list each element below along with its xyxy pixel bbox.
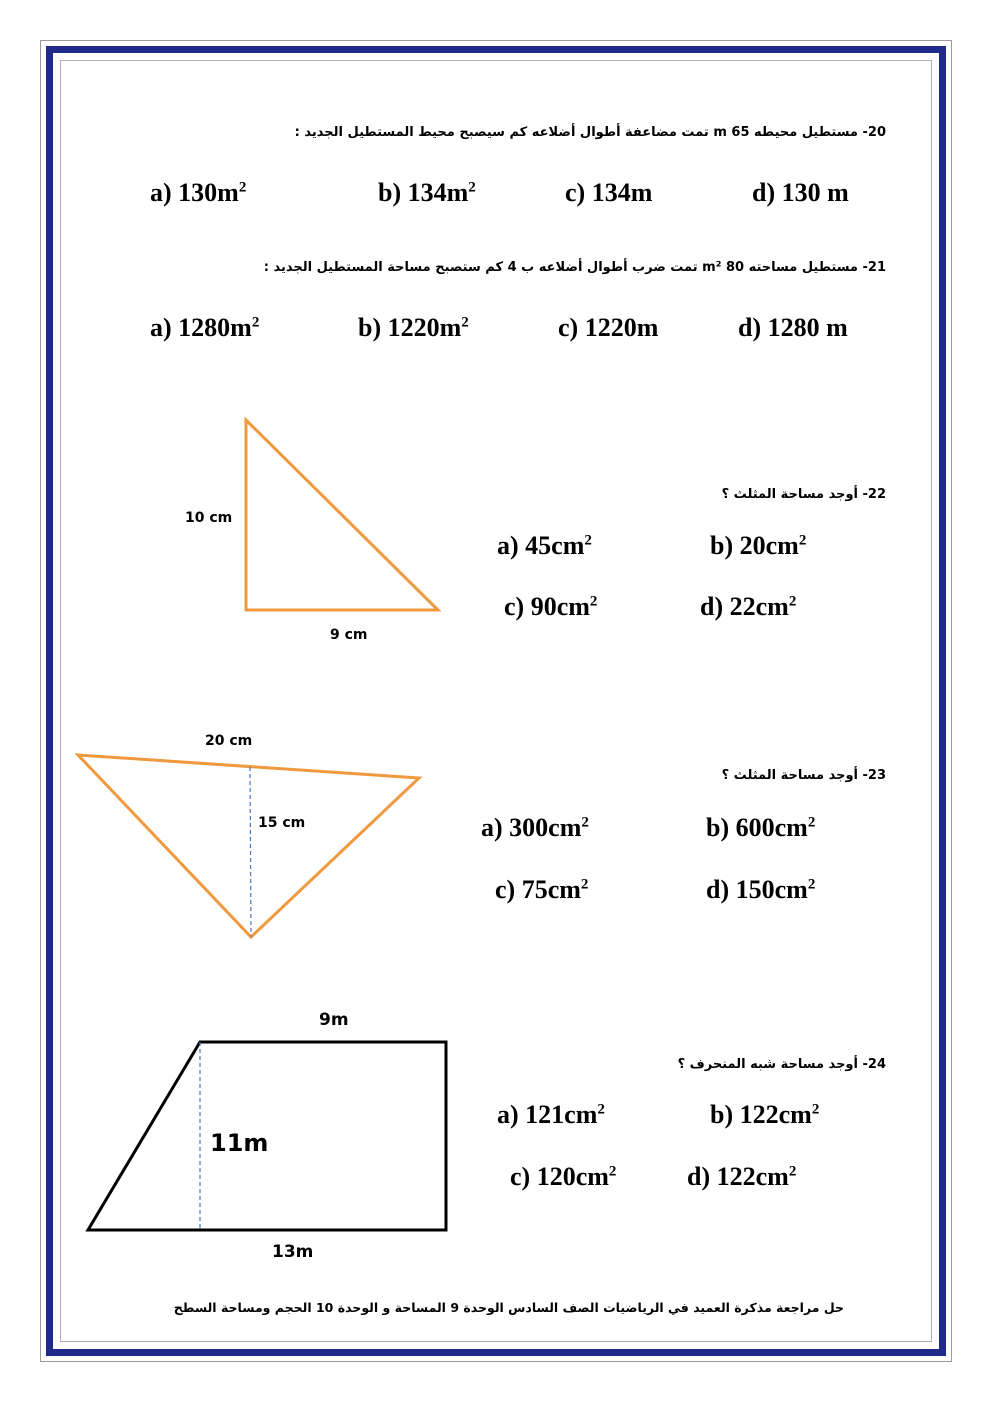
option-exponent: 2 <box>608 1163 617 1180</box>
trapezoid-top-label: 9m <box>319 1010 349 1030</box>
obtuse-triangle <box>78 755 419 937</box>
q23-option-d[interactable] <box>706 875 815 905</box>
option-exponent: 2 <box>251 314 260 331</box>
option-label: c) 120cm <box>510 1162 609 1191</box>
question-24-text: 24- أوجد مساحة شبه المنحرف ؟ <box>677 1057 886 1072</box>
option-label: d) 122cm <box>687 1162 789 1191</box>
triangle-height-label: 10 cm <box>185 510 233 526</box>
right-triangle <box>246 420 438 610</box>
triangle-height-line <box>250 767 251 937</box>
option-label: b) 20cm <box>710 531 799 560</box>
option-label: c) 90cm <box>504 592 590 621</box>
option-label: d) 130 m <box>752 178 849 207</box>
option-exponent: 2 <box>597 1101 605 1118</box>
option-exponent: 2 <box>581 814 589 831</box>
trapezoid-height-label: 11m <box>210 1129 269 1157</box>
option-label: c) 1220m <box>558 313 659 342</box>
q23-option-b[interactable] <box>706 813 815 843</box>
option-label: b) 122cm <box>710 1100 812 1129</box>
q24-option-c[interactable] <box>510 1162 616 1192</box>
option-exponent: 2 <box>461 314 469 331</box>
q22-option-d[interactable] <box>700 592 796 622</box>
triangle-base-label: 20 cm <box>205 733 253 749</box>
option-label: d) 1280 m <box>738 313 848 342</box>
q24-option-d[interactable] <box>687 1162 796 1192</box>
option-exponent: 2 <box>584 532 592 549</box>
q24-option-b[interactable] <box>710 1100 819 1130</box>
question-23-text: 23- أوجد مساحة المثلث ؟ <box>721 768 886 783</box>
question-20-text: 20- مستطيل محيطه 65 m تمت مضاعفة أطوال أضلاعه كم سيصبح محيط المستطيل الجديد : <box>294 125 886 140</box>
option-exponent: 2 <box>807 814 816 831</box>
option-exponent: 2 <box>788 593 797 610</box>
trapezoid-bottom-label: 13m <box>272 1242 314 1262</box>
q24-option-a[interactable] <box>497 1100 605 1130</box>
q23-option-a[interactable] <box>481 813 589 843</box>
option-label: a) 121cm <box>497 1100 598 1129</box>
question-22-text: 22- أوجد مساحة المثلث ؟ <box>721 487 886 502</box>
option-exponent: 2 <box>811 1101 820 1118</box>
option-exponent: 2 <box>807 876 816 893</box>
option-label: d) 22cm <box>700 592 789 621</box>
q22-option-a[interactable] <box>497 531 592 561</box>
option-label: b) 600cm <box>706 813 808 842</box>
q22-option-c[interactable] <box>504 592 597 622</box>
option-exponent: 2 <box>468 179 476 196</box>
option-label: a) 300cm <box>481 813 582 842</box>
triangle-base-label: 9 cm <box>330 627 368 643</box>
q23-option-c[interactable] <box>495 875 588 905</box>
option-label: a) 45cm <box>497 531 585 560</box>
option-exponent: 2 <box>788 1163 797 1180</box>
option-exponent: 2 <box>238 179 247 196</box>
option-label: c) 134m <box>565 178 653 207</box>
option-label: b) 1220m <box>358 313 462 342</box>
option-label: d) 150cm <box>706 875 808 904</box>
option-label: a) 130m <box>150 178 239 207</box>
option-exponent: 2 <box>589 593 598 610</box>
option-label: c) 75cm <box>495 875 581 904</box>
option-label: a) 1280m <box>150 313 252 342</box>
option-label: b) 134m <box>378 178 469 207</box>
q22-option-b[interactable] <box>710 531 806 561</box>
option-exponent: 2 <box>580 876 589 893</box>
option-exponent: 2 <box>798 532 807 549</box>
triangle-height-label: 15 cm <box>258 815 306 831</box>
question-21-text: 21- مستطيل مساحته 80 m² تمت ضرب أطوال أضلاعه ب 4 كم ستصبح مساحة المستطيل الجديد : <box>263 260 886 275</box>
page-footer: حل مراجعة مذكرة العميد في الرياضيات الصف السادس الوحدة 9 المساحة و الوحدة 10 الحجم ومساحة السطح <box>173 1300 844 1315</box>
